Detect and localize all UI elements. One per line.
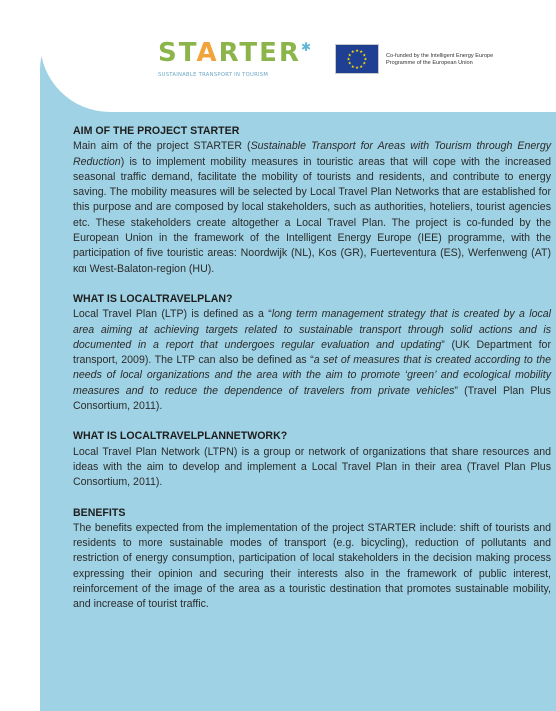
eu-star-icon: ★ — [347, 53, 352, 59]
eu-star-icon: ★ — [347, 61, 352, 67]
section-paragraph: Local Travel Plan (LTP) is defined as a “long term management strategy that is created by a local area aiming at achieving targets related to sustainable transport through solid actions and is documented in a report that undergoes regular evaluation and updating” (UK Department for transport, 2009). The LTP can also be defined as “a set of measures that is created according to the needs of local organizations and the area with the aim to promote ‘green’ and ecological mobility measures and to reduce the dependence of travelers from private vehicles” (Travel Plan Plus Consortium, 2011). — [73, 308, 552, 413]
eu-star-icon: ★ — [355, 65, 359, 71]
section-heading: AIM OF THE PROJECT STARTER — [73, 125, 240, 137]
eu-star-icon: ★ — [346, 57, 351, 63]
eu-star-icon: ★ — [359, 64, 364, 70]
logo-tagline: SUSTAINABLE TRANSPORT IN TOURISM — [158, 72, 269, 78]
section-paragraph: The benefits expected from the implementation of the project STARTER include: shift of tourists and residents to more sustainable modes of transport (e.g. bicycling), reduction of pollutants and restriction of energy consumption, participation of local stakeholders in the decision making process expressing their opinion and securing their interests also in the framework of public interest, reinforcement of the image of the area as a touristic destination that promotes sustainable mobility, and increase of tourist traffic. — [73, 521, 551, 611]
eu-funding-line-2: Programme of the European Union — [386, 60, 473, 66]
section-heading: WHAT IS LOCALTRAVELPLAN? — [73, 292, 233, 305]
eu-star-icon: ★ — [355, 49, 359, 55]
eu-star-icon: ★ — [350, 64, 355, 70]
section-local-travel-plan-network — [73, 429, 551, 490]
section-aim — [73, 124, 551, 277]
section-paragraph: Main aim of the project STARTER (Sustainable Transport for Areas with Tourism through Energy Reduction) is to implement mobility measures in touristic areas that will cope with the increased seasonal traffic demand, facilitate the mobility of tourists and residents, and contribute to energy saving. The mobility measures will be selected by Local Travel Plan Networks that are established for this purpose and are composed by local stakeholders, such as authorities, hoteliers, tourist agencies etc. These stakeholders create altogether a Local Travel Plan. The project is co-funded by the European Union in the framework of the Intelligent Energy Europe (IEE) programme, with the participation of five touristic areas: Noordwijk (NL), Kos (GR), Fuerteventura (ES), Werfenweng (AT) και West-Balaton-region (HU). — [73, 140, 552, 275]
section-benefits — [73, 506, 551, 613]
section-heading: BENEFITS — [73, 506, 126, 519]
eu-funding-line-1: Co-funded by the Intelligent Energy Europe — [386, 53, 494, 59]
eu-flag-icon — [335, 44, 379, 74]
section-local-travel-plan — [73, 292, 551, 414]
logo-star-icon: ✱ — [300, 40, 314, 54]
eu-funding-text — [386, 53, 536, 67]
document-body — [73, 124, 551, 613]
eu-star-icon: ★ — [359, 50, 364, 56]
eu-star-icon: ★ — [350, 50, 355, 56]
section-paragraph: Local Travel Plan Network (LTPN) is a group or network of organizations that share resources and ideas with the aim to develop and implement a Local Travel Plan in their area (Travel Plan Plus Consortium, 2011). — [73, 445, 551, 489]
eu-star-icon: ★ — [362, 61, 367, 67]
section-heading: WHAT IS LOCALTRAVELPLANNETWORK? — [73, 430, 288, 443]
eu-star-icon: ★ — [362, 53, 367, 59]
logo-wordmark: STARTER✱ — [158, 38, 314, 68]
eu-star-icon: ★ — [363, 57, 368, 63]
starter-logo — [158, 38, 314, 78]
